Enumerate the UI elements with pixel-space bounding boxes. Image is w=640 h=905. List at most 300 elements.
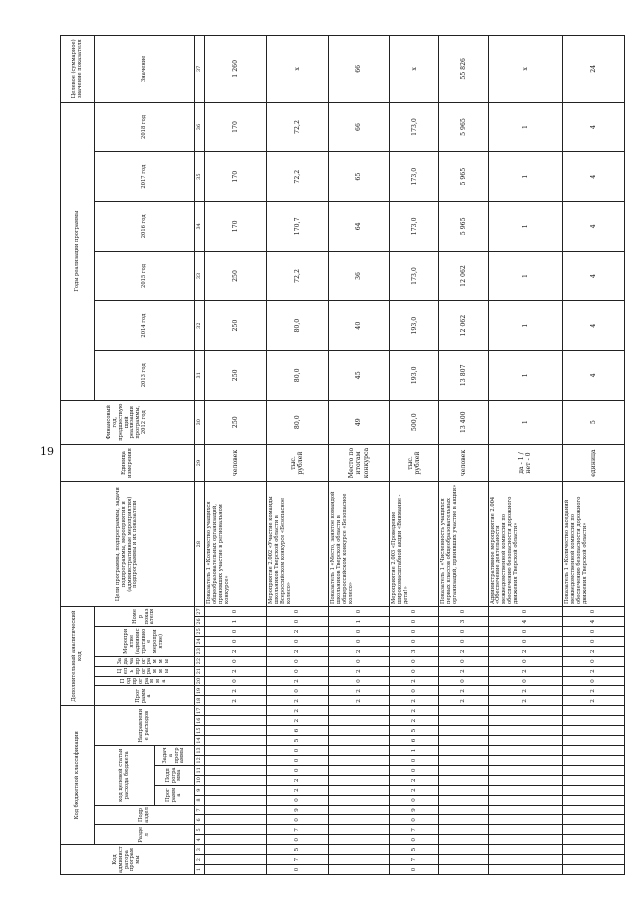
row-base-value: 49 (328, 400, 390, 444)
code-digit: 0 (328, 626, 390, 636)
code-digit: 2 (488, 686, 563, 696)
header-final: Целевое (суммарное) значение показателя (61, 36, 95, 103)
code-digit (328, 716, 390, 726)
column-number-row (195, 36, 205, 875)
row-final-value: 55 826 (439, 36, 488, 103)
header-year: 2016 год (95, 202, 195, 252)
column-number: 2 (195, 855, 205, 865)
header-year: 2013 год (95, 350, 195, 400)
code-digit (439, 795, 488, 805)
row-year-value: 5 965 (439, 202, 488, 252)
code-digit (328, 815, 390, 825)
code-digit: 0 (266, 865, 328, 875)
row-year-value: 1 (488, 251, 563, 301)
code-digit: 7 (266, 825, 328, 835)
code-digit (488, 775, 563, 785)
row-year-value: 193,0 (390, 350, 439, 400)
row-year-value: 4 (563, 152, 625, 202)
code-digit (488, 785, 563, 795)
row-year-value: 64 (328, 202, 390, 252)
code-digit (328, 795, 390, 805)
column-number: 4 (195, 835, 205, 845)
row-year-value: 13 807 (439, 350, 488, 400)
code-digit (488, 825, 563, 835)
row-year-value: 4 (563, 350, 625, 400)
code-digit (439, 716, 488, 726)
code-digit: 2 (390, 785, 439, 795)
column-number: 14 (195, 736, 205, 746)
code-digit: 3 (439, 617, 488, 627)
code-digit: 0 (488, 676, 563, 686)
code-digit: 0 (439, 676, 488, 686)
code-digit: 0 (328, 676, 390, 686)
header-base-year: Финансовый год, предшествующий реализации программы, 2012 год (61, 400, 195, 444)
code-digit: 0 (563, 656, 625, 666)
code-digit (205, 835, 267, 845)
column-number: 5 (195, 825, 205, 835)
header-target-programma: Программа (155, 785, 195, 805)
row-base-value: 250 (205, 400, 267, 444)
row-year-value: 72,2 (266, 251, 328, 301)
code-digit (563, 785, 625, 795)
code-digit (439, 755, 488, 765)
row-year-value: 12 062 (439, 301, 488, 351)
code-digit (488, 815, 563, 825)
table-row (563, 36, 625, 875)
row-year-value: 250 (205, 251, 267, 301)
row-final-value: x (266, 36, 328, 103)
header-razdel: Раздел (95, 825, 195, 845)
code-digit: 0 (390, 656, 439, 666)
row-year-value: 80,0 (266, 350, 328, 400)
code-digit (439, 775, 488, 785)
column-number: 31 (195, 350, 205, 400)
code-digit (205, 805, 267, 815)
code-digit (439, 815, 488, 825)
code-digit: 5 (266, 845, 328, 855)
row-unit: да - 1 / нет - 0 (488, 444, 563, 482)
row-unit: человек (439, 444, 488, 482)
code-digit: 2 (439, 686, 488, 696)
header-years: Годы реализации программы (61, 102, 95, 400)
column-number: 17 (195, 706, 205, 716)
column-number: 18 (195, 696, 205, 706)
code-digit: 0 (205, 636, 267, 646)
header-target-task: Задача программы (155, 746, 195, 766)
code-digit: 0 (488, 626, 563, 636)
code-digit (328, 755, 390, 765)
row-final-value: 24 (563, 36, 625, 103)
code-digit: 4 (563, 617, 625, 627)
code-digit (439, 736, 488, 746)
column-number: 9 (195, 785, 205, 795)
code-digit: 0 (266, 815, 328, 825)
code-digit (488, 746, 563, 756)
header-row (61, 36, 95, 875)
row-year-value: 1 (488, 102, 563, 152)
row-description: Показатель 1 «Численность учащихся первых классов общеобразовательных организаций, принявших участие в акции» (439, 482, 488, 607)
code-digit: 0 (205, 656, 267, 666)
code-digit: 0 (390, 865, 439, 875)
row-year-value: 1 (488, 202, 563, 252)
row-description: Показатель 1 «Количество заседаний межведомственной комиссии по обеспечению безопасности дорожного движения Тверской области» (563, 482, 625, 607)
code-digit: 4 (488, 617, 563, 627)
column-number: 10 (195, 775, 205, 785)
code-digit: 6 (266, 726, 328, 736)
header-target-article: код целевой статьи расхода бюджета (95, 746, 155, 806)
code-digit: 7 (266, 855, 328, 865)
code-digit: 0 (390, 636, 439, 646)
page-number: 19 (40, 445, 54, 458)
column-number: 36 (195, 102, 205, 152)
code-digit (563, 746, 625, 756)
code-digit: 0 (439, 607, 488, 617)
code-digit (563, 755, 625, 765)
header-year: 2014 год (95, 301, 195, 351)
row-year-value: 250 (205, 301, 267, 351)
header-podprogramma: Подпрограмма (95, 676, 195, 686)
row-year-value: 45 (328, 350, 390, 400)
row-final-value: 1 260 (205, 36, 267, 103)
column-number: 30 (195, 400, 205, 444)
code-digit: 2 (266, 716, 328, 726)
code-digit: 5 (390, 726, 439, 736)
code-digit: 0 (488, 607, 563, 617)
header-target-podprogramma: Подпрограмма (155, 765, 195, 785)
code-digit: 2 (563, 666, 625, 676)
header-activity: Мероприятие (административное мероприятие) (95, 626, 195, 656)
code-digit: 1 (205, 617, 267, 627)
code-digit: 0 (266, 617, 328, 627)
row-description: Показатель 1 «Количество учащихся общеобразовательных организаций, принявших участие в региональном конкурсе» (205, 482, 267, 607)
column-number: 27 (195, 607, 205, 617)
header-task: Задача программы (95, 656, 195, 666)
column-number: 22 (195, 656, 205, 666)
column-number: 24 (195, 636, 205, 646)
code-digit: 0 (488, 656, 563, 666)
indicators-table (60, 35, 625, 875)
column-number: 11 (195, 765, 205, 775)
code-digit: 0 (266, 686, 328, 696)
code-digit (439, 726, 488, 736)
code-digit (563, 805, 625, 815)
row-unit: тыс. рублей (266, 444, 328, 482)
row-year-value: 4 (563, 251, 625, 301)
code-digit: 2 (328, 696, 390, 706)
column-number: 20 (195, 676, 205, 686)
code-digit (328, 845, 390, 855)
row-base-value: 1 (488, 400, 563, 444)
code-digit (563, 825, 625, 835)
code-digit (205, 865, 267, 875)
code-digit (439, 835, 488, 845)
code-digit (205, 736, 267, 746)
code-digit: 2 (266, 646, 328, 656)
code-digit (439, 765, 488, 775)
header-year: 2017 год (95, 152, 195, 202)
column-number: 16 (195, 716, 205, 726)
code-digit: 1 (328, 617, 390, 627)
code-digit: 2 (266, 696, 328, 706)
row-description: Мероприятие 2.003 «Проведение широкомасштабной акции «Внимание - дети!» (390, 482, 439, 607)
row-year-value: 40 (328, 301, 390, 351)
header-classifier: Дополнительный аналитический код (61, 607, 95, 706)
code-digit (328, 736, 390, 746)
code-digit (488, 855, 563, 865)
code-digit: 6 (390, 736, 439, 746)
code-digit (563, 726, 625, 736)
row-final-value: 66 (328, 36, 390, 103)
code-digit (328, 855, 390, 865)
code-digit: 2 (563, 646, 625, 656)
row-unit: Место по итогам конкурса (328, 444, 390, 482)
code-digit: 0 (390, 666, 439, 676)
code-digit: 0 (563, 676, 625, 686)
row-unit: единица (563, 444, 625, 482)
code-digit (563, 775, 625, 785)
table-row (390, 36, 439, 875)
code-digit (563, 815, 625, 825)
code-digit (563, 716, 625, 726)
code-digit: 7 (390, 855, 439, 865)
row-description: Административное мероприятие 2.004 «Обеспечение деятельности межведомственной комиссии по обеспечению безопасности дорожного движения Тверской области» (488, 482, 563, 607)
code-digit: 2 (266, 785, 328, 795)
code-digit: 0 (266, 656, 328, 666)
code-digit: 0 (390, 686, 439, 696)
code-digit: 7 (390, 825, 439, 835)
code-digit (563, 855, 625, 865)
code-digit: 0 (266, 835, 328, 845)
code-digit (328, 765, 390, 775)
row-year-value: 66 (328, 102, 390, 152)
row-year-value: 173,0 (390, 251, 439, 301)
code-digit: 2 (390, 716, 439, 726)
code-digit (205, 845, 267, 855)
header-expense-direction: Направление расходов (95, 706, 195, 746)
row-year-value: 72,2 (266, 102, 328, 152)
row-year-value: 12 062 (439, 251, 488, 301)
code-digit: 0 (266, 746, 328, 756)
header-final-value: Значение (95, 36, 195, 103)
code-digit (488, 726, 563, 736)
code-digit (488, 795, 563, 805)
code-digit: 0 (205, 607, 267, 617)
code-digit: 2 (205, 646, 267, 656)
code-digit: 0 (390, 617, 439, 627)
column-number: 25 (195, 626, 205, 636)
code-digit (439, 825, 488, 835)
code-digit (328, 835, 390, 845)
row-final-value: x (488, 36, 563, 103)
code-digit: 0 (563, 636, 625, 646)
code-digit (205, 726, 267, 736)
column-number: 19 (195, 686, 205, 696)
code-digit (205, 815, 267, 825)
column-number: 26 (195, 617, 205, 627)
column-number: 13 (195, 746, 205, 756)
code-digit: 2 (328, 646, 390, 656)
row-year-value: 1 (488, 301, 563, 351)
code-digit (488, 865, 563, 875)
code-digit: 2 (488, 666, 563, 676)
code-digit: 2 (205, 696, 267, 706)
code-digit (328, 865, 390, 875)
code-digit: 2 (488, 696, 563, 706)
column-number: 35 (195, 152, 205, 202)
code-digit: 0 (488, 636, 563, 646)
code-digit (563, 845, 625, 855)
column-number: 12 (195, 755, 205, 765)
code-digit (205, 785, 267, 795)
code-digit: 0 (328, 607, 390, 617)
code-digit (488, 805, 563, 815)
code-digit: 2 (266, 706, 328, 716)
row-year-value: 173,0 (390, 102, 439, 152)
code-digit: 0 (390, 815, 439, 825)
code-digit: 0 (205, 626, 267, 636)
code-digit: 2 (563, 686, 625, 696)
row-year-value: 5 965 (439, 102, 488, 152)
table-row (439, 36, 488, 875)
code-digit: 0 (390, 795, 439, 805)
code-digit: 3 (390, 646, 439, 656)
header-goals: Цели программы, подпрограммы, задачи подпрограммы, мероприятия и (административные мероприятия) подпрограммы и их показатели (61, 482, 195, 607)
table-row (488, 36, 563, 875)
code-digit: 5 (266, 736, 328, 746)
code-digit: 2 (205, 666, 267, 676)
code-digit: 0 (563, 626, 625, 636)
row-year-value: 173,0 (390, 152, 439, 202)
code-digit: 5 (390, 845, 439, 855)
column-number: 33 (195, 251, 205, 301)
code-digit: 2 (563, 696, 625, 706)
column-number: 15 (195, 726, 205, 736)
code-digit (328, 746, 390, 756)
code-digit: 2 (439, 696, 488, 706)
row-year-value: 65 (328, 152, 390, 202)
code-digit: 2 (266, 676, 328, 686)
row-year-value: 170 (205, 202, 267, 252)
row-final-value: x (390, 36, 439, 103)
header-purpose: Цель программы (95, 666, 195, 676)
column-number: 6 (195, 815, 205, 825)
code-digit: 0 (563, 607, 625, 617)
code-digit: 0 (205, 676, 267, 686)
column-number: 34 (195, 202, 205, 252)
row-year-value: 4 (563, 202, 625, 252)
column-number: 1 (195, 865, 205, 875)
code-digit (488, 716, 563, 726)
code-digit: 2 (390, 706, 439, 716)
row-base-value: 13 400 (439, 400, 488, 444)
code-digit: 0 (390, 626, 439, 636)
code-digit: 0 (266, 666, 328, 676)
code-digit (563, 795, 625, 805)
column-number: 21 (195, 666, 205, 676)
row-unit: тыс. рублей (390, 444, 439, 482)
row-base-value: 500,0 (390, 400, 439, 444)
header-unit: Единица измерения (61, 444, 195, 482)
code-digit (205, 775, 267, 785)
code-digit: 0 (266, 636, 328, 646)
code-digit: 2 (439, 646, 488, 656)
code-digit: 2 (439, 666, 488, 676)
code-digit: 2 (390, 676, 439, 686)
row-base-value: 5 (563, 400, 625, 444)
table-row (328, 36, 390, 875)
row-base-value: 80,0 (266, 400, 328, 444)
code-digit (205, 825, 267, 835)
code-digit (205, 795, 267, 805)
row-year-value: 1 (488, 350, 563, 400)
code-digit: 2 (205, 686, 267, 696)
code-digit (439, 805, 488, 815)
rotated-table-container (60, 35, 625, 875)
code-digit (563, 765, 625, 775)
row-year-value: 170,7 (266, 202, 328, 252)
code-digit (439, 845, 488, 855)
code-digit (563, 706, 625, 716)
code-digit: 0 (439, 656, 488, 666)
code-digit (488, 736, 563, 746)
code-digit (328, 726, 390, 736)
code-digit (205, 746, 267, 756)
code-digit: 0 (266, 607, 328, 617)
code-digit: 0 (390, 765, 439, 775)
code-digit: 2 (328, 686, 390, 696)
code-digit (439, 746, 488, 756)
table-row (205, 36, 267, 875)
code-digit: 2 (390, 696, 439, 706)
header-indicator: Номер показателя (95, 607, 195, 627)
column-number: 8 (195, 795, 205, 805)
row-year-value: 193,0 (390, 301, 439, 351)
code-digit (563, 835, 625, 845)
row-year-value: 4 (563, 102, 625, 152)
row-unit: человек (205, 444, 267, 482)
code-digit (488, 755, 563, 765)
code-digit: 0 (266, 755, 328, 765)
row-description: Мероприятие 2.002 «Участие команды школьников Тверской области в Всероссийском конкурсе «Безопасное колесо» (266, 482, 328, 607)
code-digit (488, 765, 563, 775)
code-digit (328, 775, 390, 785)
header-admin-code: Код администратора программы (61, 845, 195, 875)
column-number: 23 (195, 646, 205, 656)
row-year-value: 72,2 (266, 152, 328, 202)
row-year-value: 170 (205, 152, 267, 202)
column-number: 37 (195, 36, 205, 103)
code-digit: 2 (328, 666, 390, 676)
header-podrazdel: Подраздел (95, 805, 195, 825)
code-digit (563, 736, 625, 746)
code-digit: 0 (439, 626, 488, 636)
code-digit: 9 (390, 805, 439, 815)
code-digit (439, 785, 488, 795)
column-number: 7 (195, 805, 205, 815)
column-number: 28 (195, 482, 205, 607)
table-row (266, 36, 328, 875)
row-year-value: 4 (563, 301, 625, 351)
code-digit (439, 706, 488, 716)
code-digit: 0 (328, 656, 390, 666)
header-programma: Программа (95, 686, 195, 706)
code-digit (328, 805, 390, 815)
code-digit (328, 825, 390, 835)
code-digit (328, 785, 390, 795)
code-digit: 0 (328, 636, 390, 646)
row-year-value: 250 (205, 350, 267, 400)
code-digit: 0 (390, 755, 439, 765)
